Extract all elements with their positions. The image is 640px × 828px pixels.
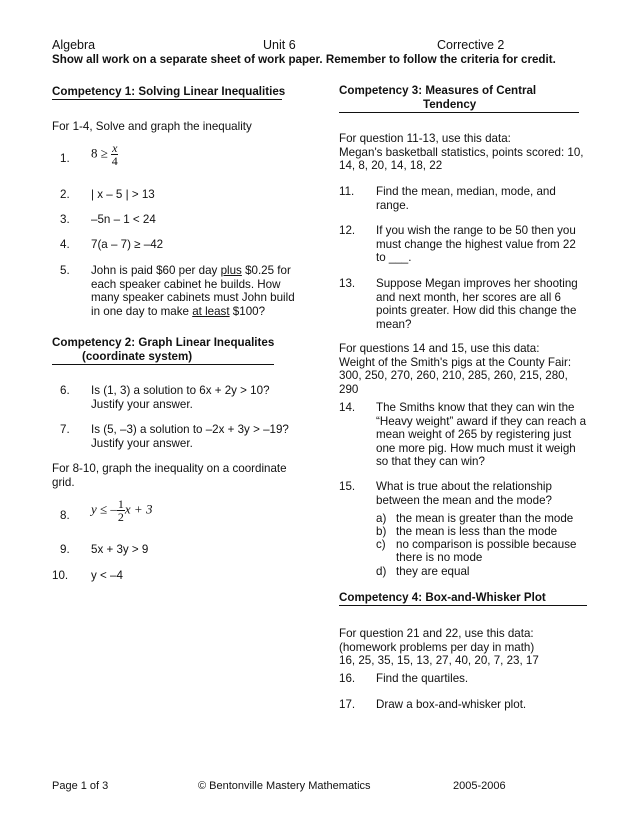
q11-text [376,185,556,212]
option-a-text: the mean is greater than the mode [396,512,574,525]
q13-number: 13. [339,277,356,290]
option-a-letter: a) [376,512,387,525]
q13-text [376,277,578,331]
q3-number: 3. [60,213,70,226]
c2-intro [52,462,287,489]
q2-number: 2. [60,188,70,201]
c3-intro-2-line-2: Weight of the Smith's pigs at the County Fair: [339,355,572,369]
q15-line-1: What is true about the relationship [376,480,552,493]
q4-text: 7(a – 7) ≥ –42 [91,238,164,251]
q12-line-2: must change the highest value from 22 [376,237,576,251]
q8-expression [91,498,152,523]
c4-intro-line-1: For question 21 and 22, use this data: [339,627,534,640]
subject-label: Algebra [52,38,96,52]
q6-number: 6. [60,384,70,397]
q12-line-3: to ___. [376,251,412,264]
q16-number: 16. [339,672,356,685]
q14-line-4: one more pig. How much must it weigh [376,441,576,455]
q1-number: 1. [60,152,70,165]
q5-at-least: at least [192,304,230,318]
c2-intro-line-2: grid. [52,475,75,489]
c3-intro-1 [339,132,584,173]
q15-number: 15. [339,480,356,493]
option-c-line-1: no comparison is possible because [396,538,577,551]
q10-number: 10. [52,569,69,582]
c3-intro-2-line-3: 300, 250, 270, 260, 210, 285, 260, 215, 280, [339,369,568,382]
q13-line-1: Suppose Megan improves her shooting [376,277,578,290]
q8-fraction [117,498,125,523]
q7-line-2: Justify your answer. [91,436,193,450]
q9-number: 9. [60,543,70,556]
unit-label: Unit 6 [263,38,296,52]
q1-denominator: 4 [111,154,118,168]
c3-title-line-2: Tendency [423,98,477,111]
q5-line-4 [91,305,295,319]
q11-line-1: Find the mean, median, mode, and [376,185,556,198]
c3-intro-1-line-1: For question 11-13, use this data: [339,132,511,145]
footer-copyright: © Bentonville Mastery Mathematics [198,780,371,792]
q7-line-1: Is (5, –3) a solution to –2x + 3y > –19? [91,423,289,436]
q12-text [376,224,576,265]
q7-number: 7. [60,423,70,436]
q5-number: 5. [60,264,70,277]
q2-text: | x – 5 | > 13 [91,188,155,201]
q5-line-1 [91,264,295,278]
c4-intro-line-3: 16, 25, 35, 15, 13, 27, 40, 20, 7, 23, 17 [339,654,539,667]
q5-line-4a: in one day to make [91,304,193,318]
q6-text [91,384,270,411]
q12-line-1: If you wish the range to be 50 then you [376,224,576,237]
q14-text [376,401,586,469]
q8-lhs: y ≤ – [91,501,117,517]
q8-numerator: 1 [117,497,124,511]
footer-page: Page 1 of 3 [52,780,109,792]
q8-number: 8. [60,509,70,522]
q9-text: 5x + 3y > 9 [91,543,149,556]
c3-intro-2-line-1: For questions 14 and 15, use this data: [339,342,540,355]
competency-1-title: Competency 1: Solving Linear Inequalities [52,85,286,98]
c2-title-line-2: (coordinate system) [82,350,193,363]
q15-line-2: between the mean and the mode? [376,493,552,507]
q11-line-2: range. [376,198,409,212]
q14-line-1: The Smiths know that they can win the [376,401,575,414]
c1-intro: For 1-4, Solve and graph the inequality [52,120,252,133]
c3-intro-1-line-2: Megan's basketball statistics, points scored: 10, [339,145,584,159]
q1-fraction [111,142,118,167]
q7-text [91,423,289,450]
option-d-letter: d) [376,565,387,578]
q14-line-5: so that they can win? [376,455,485,468]
option-b-text: the mean is less than the mode [396,525,558,538]
q5-line-1c: $0.25 for [241,264,291,277]
q13-line-3: points greater. How did this change the [376,304,577,317]
q5-line-2: each speaker cabinet he builds. How [91,277,281,291]
q6-line-1: Is (1, 3) a solution to 6x + 2y > 10? [91,384,270,397]
c3-intro-1-line-3: 14, 8, 20, 14, 18, 22 [339,159,443,172]
q14-line-3: mean weight of 265 by registering just [376,428,572,441]
q14-number: 14. [339,401,356,414]
option-c-line-2: there is no mode [396,550,483,564]
q1-expression [91,142,118,167]
q17-number: 17. [339,698,356,711]
q5-line-1a: John is paid $60 per day [91,264,221,277]
c2-intro-line-1: For 8-10, graph the inequality on a coordinate [52,462,287,475]
c2-title-line-1: Competency 2: Graph Linear Inequalites [52,336,275,349]
c3-title-line-1: Competency 3: Measures of Central [339,84,537,97]
q4-number: 4. [60,238,70,251]
c4-intro-line-2: (homework problems per day in math) [339,640,535,654]
q8-denominator: 2 [117,510,124,524]
q13-line-4: mean? [376,317,412,331]
c4-intro [339,627,539,668]
q3-text: –5n – 1 < 24 [91,213,156,226]
option-b-letter: b) [376,525,387,538]
instruction-text: Show all work on a separate sheet of work paper. Remember to follow the criteria for credit. [52,53,556,66]
q13-line-2: and next month, her scores are all 6 [376,290,561,304]
q6-line-2: Justify your answer. [91,397,193,411]
q1-lhs: 8 ≥ [91,145,108,161]
q16-text: Find the quartiles. [376,672,469,685]
footer-year: 2005-2006 [453,780,506,792]
q17-text: Draw a box-and-whisker plot. [376,698,527,711]
c3-intro-2-line-4: 290 [339,382,359,396]
q5-line-3: many speaker cabinets must John build [91,291,295,304]
q5-plus: plus [220,264,242,277]
option-d-text: they are equal [396,565,470,578]
corrective-label: Corrective 2 [437,38,505,52]
competency-3-title [339,84,579,113]
option-c-text [396,539,576,564]
competency-4-title: Competency 4: Box-and-Whisker Plot [339,591,587,606]
q1-numerator: x [112,141,118,155]
q8-rhs: x + 3 [124,501,153,517]
q14-line-2: “Heavy weight” award if they can reach a [376,414,587,428]
q10-text: y < –4 [91,569,123,582]
q5-text [91,264,295,318]
competency-2-title [52,336,274,365]
c3-intro-2 [339,342,571,396]
q5-line-4c: $100? [229,304,266,318]
q11-number: 11. [339,185,355,198]
option-c-letter: c) [376,538,386,551]
q15-text [376,480,552,507]
q12-number: 12. [339,224,356,237]
